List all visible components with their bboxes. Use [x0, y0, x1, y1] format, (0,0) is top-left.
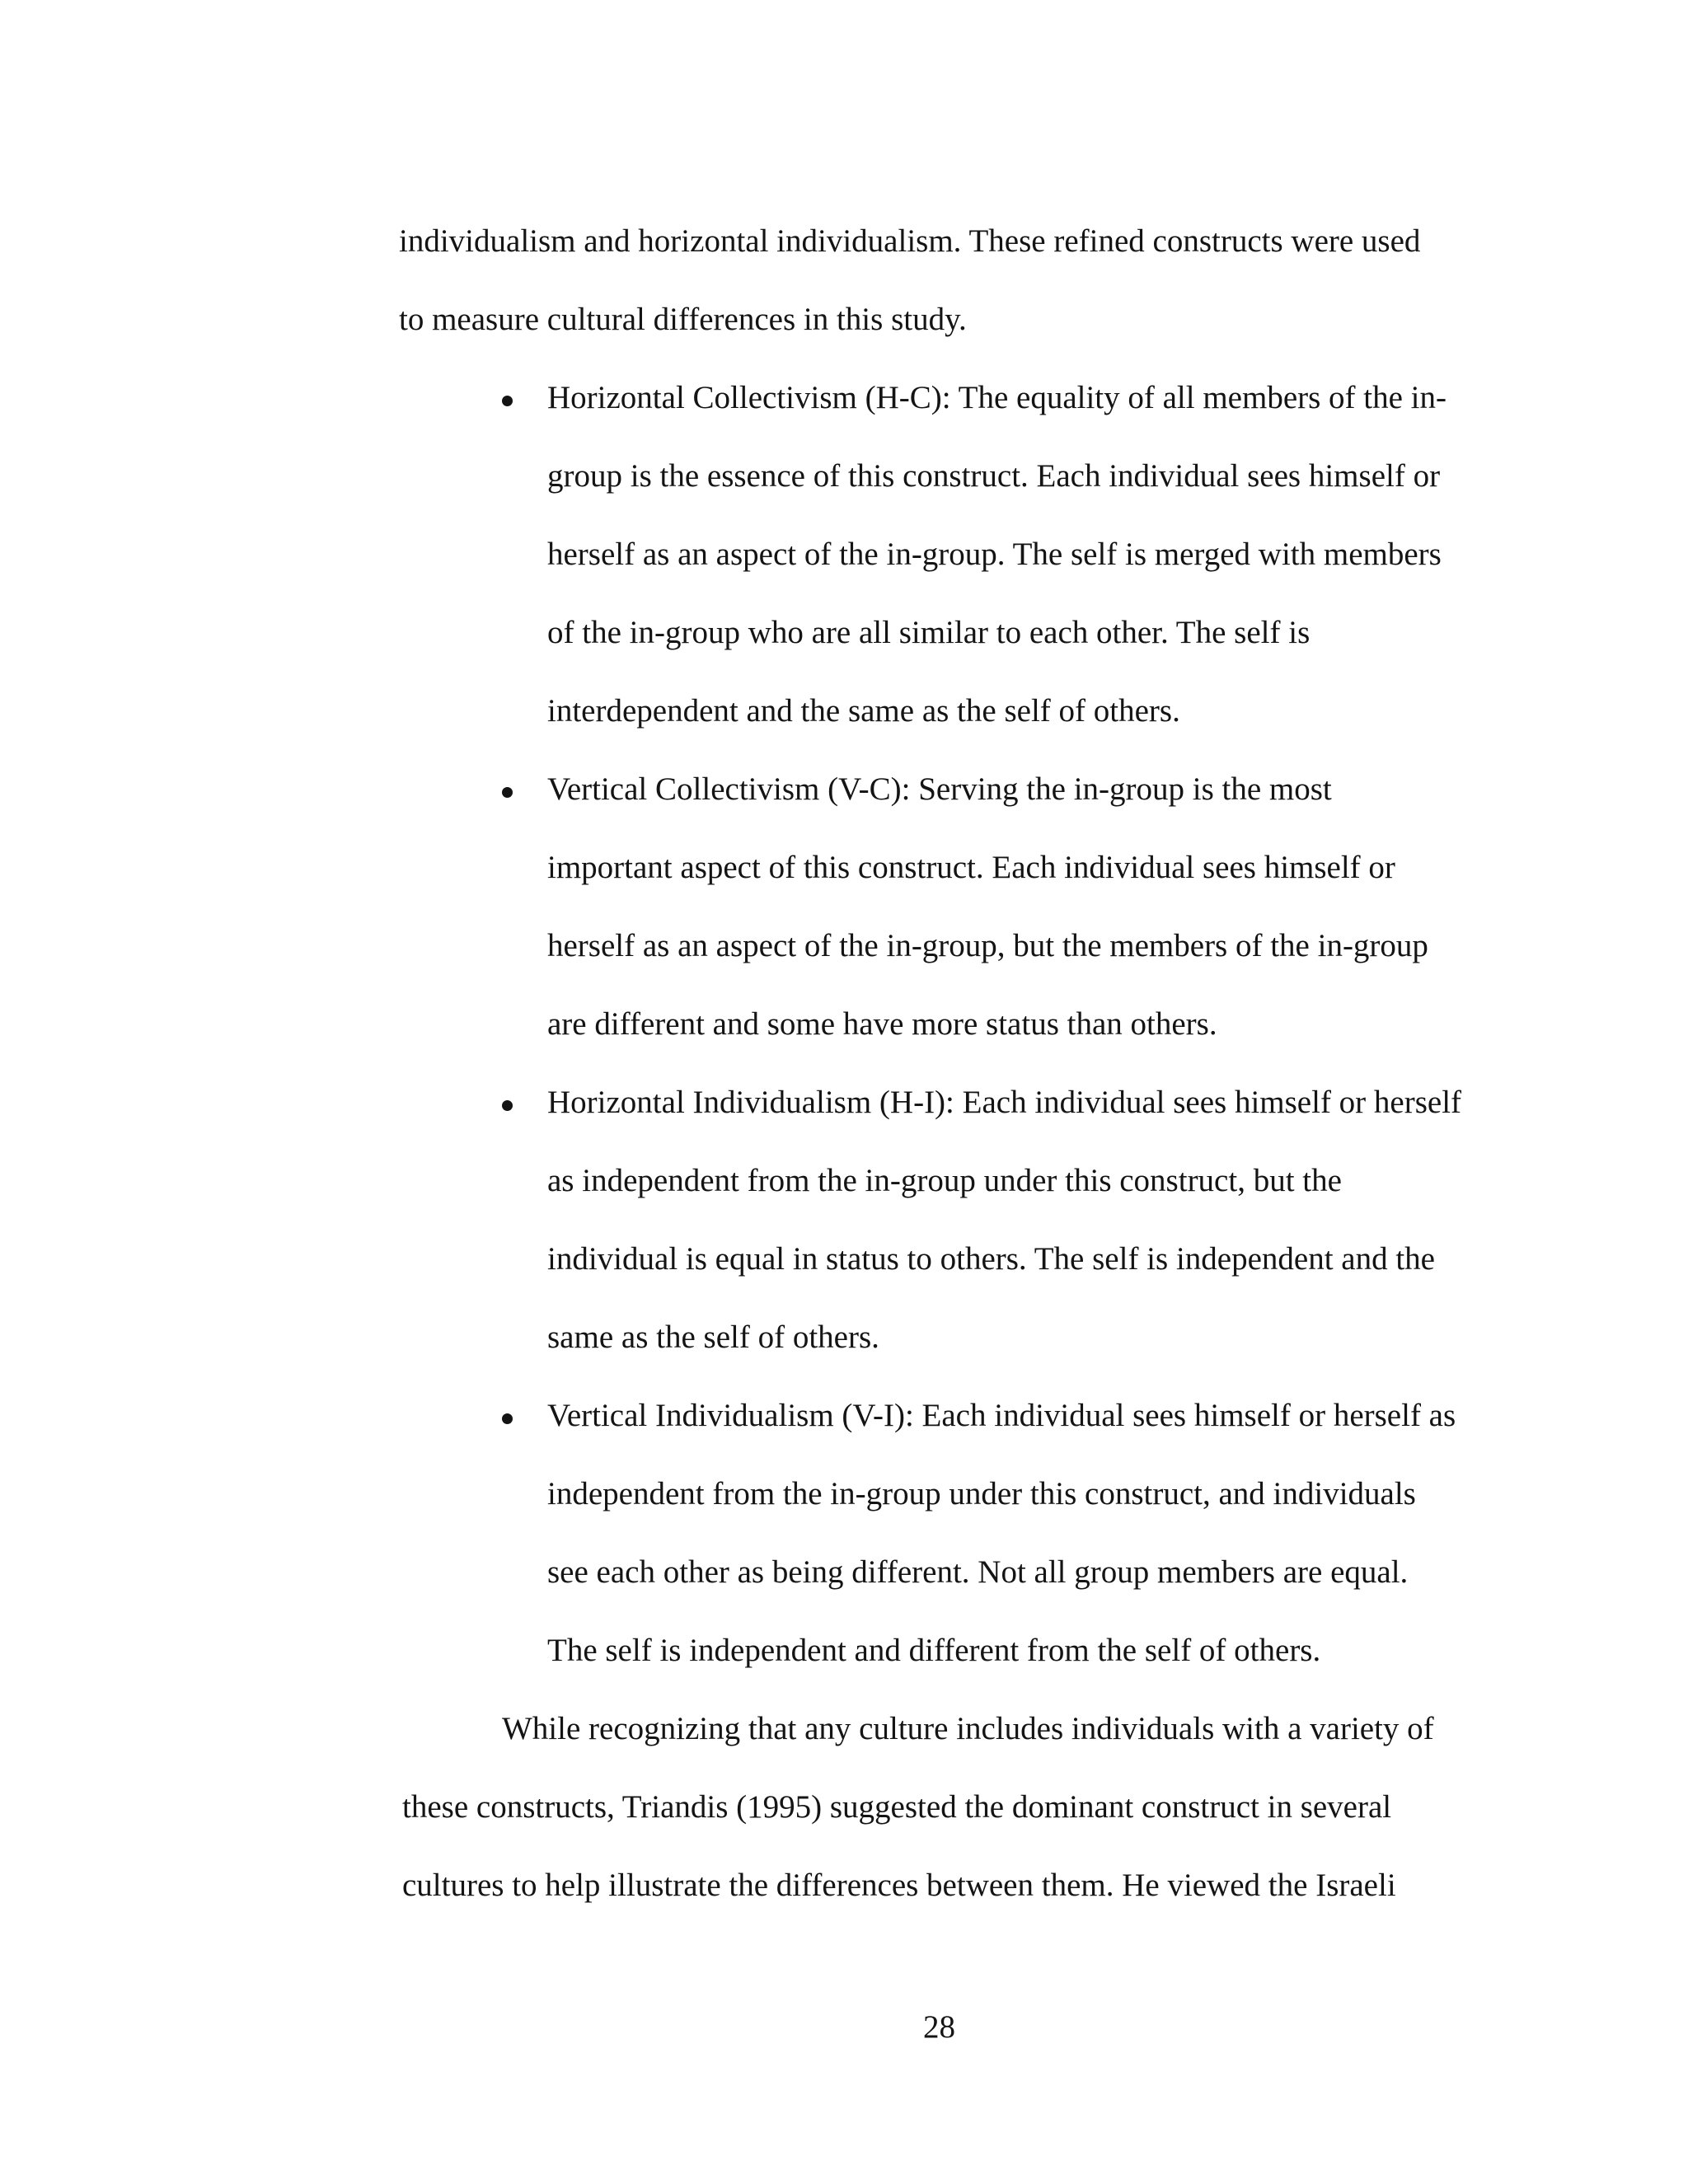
- bullet-line: Horizontal Individualism (H-I): Each individual sees himself or herself: [547, 1085, 1462, 1120]
- bullet-line: see each other as being different. Not all group members are equal.: [547, 1554, 1409, 1590]
- paragraph-line: cultures to help illustrate the differences between them. He viewed the Israeli: [402, 1868, 1396, 1903]
- bullet-line: important aspect of this construct. Each individual sees himself or: [547, 850, 1395, 885]
- bullet-dot-icon: [502, 1413, 513, 1424]
- paragraph-line: these constructs, Triandis (1995) suggested the dominant construct in several: [402, 1789, 1392, 1825]
- intro-line: to measure cultural differences in this study.: [399, 302, 967, 337]
- bullet-line: herself as an aspect of the in-group. The self is merged with members: [547, 537, 1442, 572]
- bullet-line: Horizontal Collectivism (H-C): The equality of all members of the in-: [547, 380, 1447, 415]
- bullet-dot-icon: [502, 787, 513, 798]
- bullet-line: same as the self of others.: [547, 1319, 879, 1355]
- bullet-dot-icon: [502, 1100, 513, 1111]
- bullet-line: The self is independent and different from the self of others.: [547, 1633, 1321, 1668]
- bullet-dot-icon: [502, 396, 513, 406]
- bullet-line: Vertical Collectivism (V-C): Serving the in-group is the most: [547, 771, 1332, 807]
- paragraph-line: While recognizing that any culture includes individuals with a variety of: [502, 1711, 1434, 1746]
- bullet-line: group is the essence of this construct. Each individual sees himself or: [547, 458, 1441, 494]
- bullet-line: of the in-group who are all similar to each other. The self is: [547, 615, 1311, 650]
- bullet-line: interdependent and the same as the self of others.: [547, 693, 1180, 729]
- page-number: 28: [923, 2009, 955, 2045]
- bullet-line: as independent from the in-group under this construct, but the: [547, 1163, 1342, 1198]
- bullet-line: independent from the in-group under this construct, and individuals: [547, 1476, 1416, 1511]
- bullet-line: individual is equal in status to others. The self is independent and the: [547, 1241, 1435, 1277]
- bullet-line: herself as an aspect of the in-group, but the members of the in-group: [547, 928, 1428, 963]
- bullet-line: Vertical Individualism (V-I): Each individual sees himself or herself as: [547, 1398, 1456, 1433]
- bullet-line: are different and some have more status than others.: [547, 1006, 1217, 1042]
- intro-line: individualism and horizontal individualism. These refined constructs were used: [399, 223, 1421, 259]
